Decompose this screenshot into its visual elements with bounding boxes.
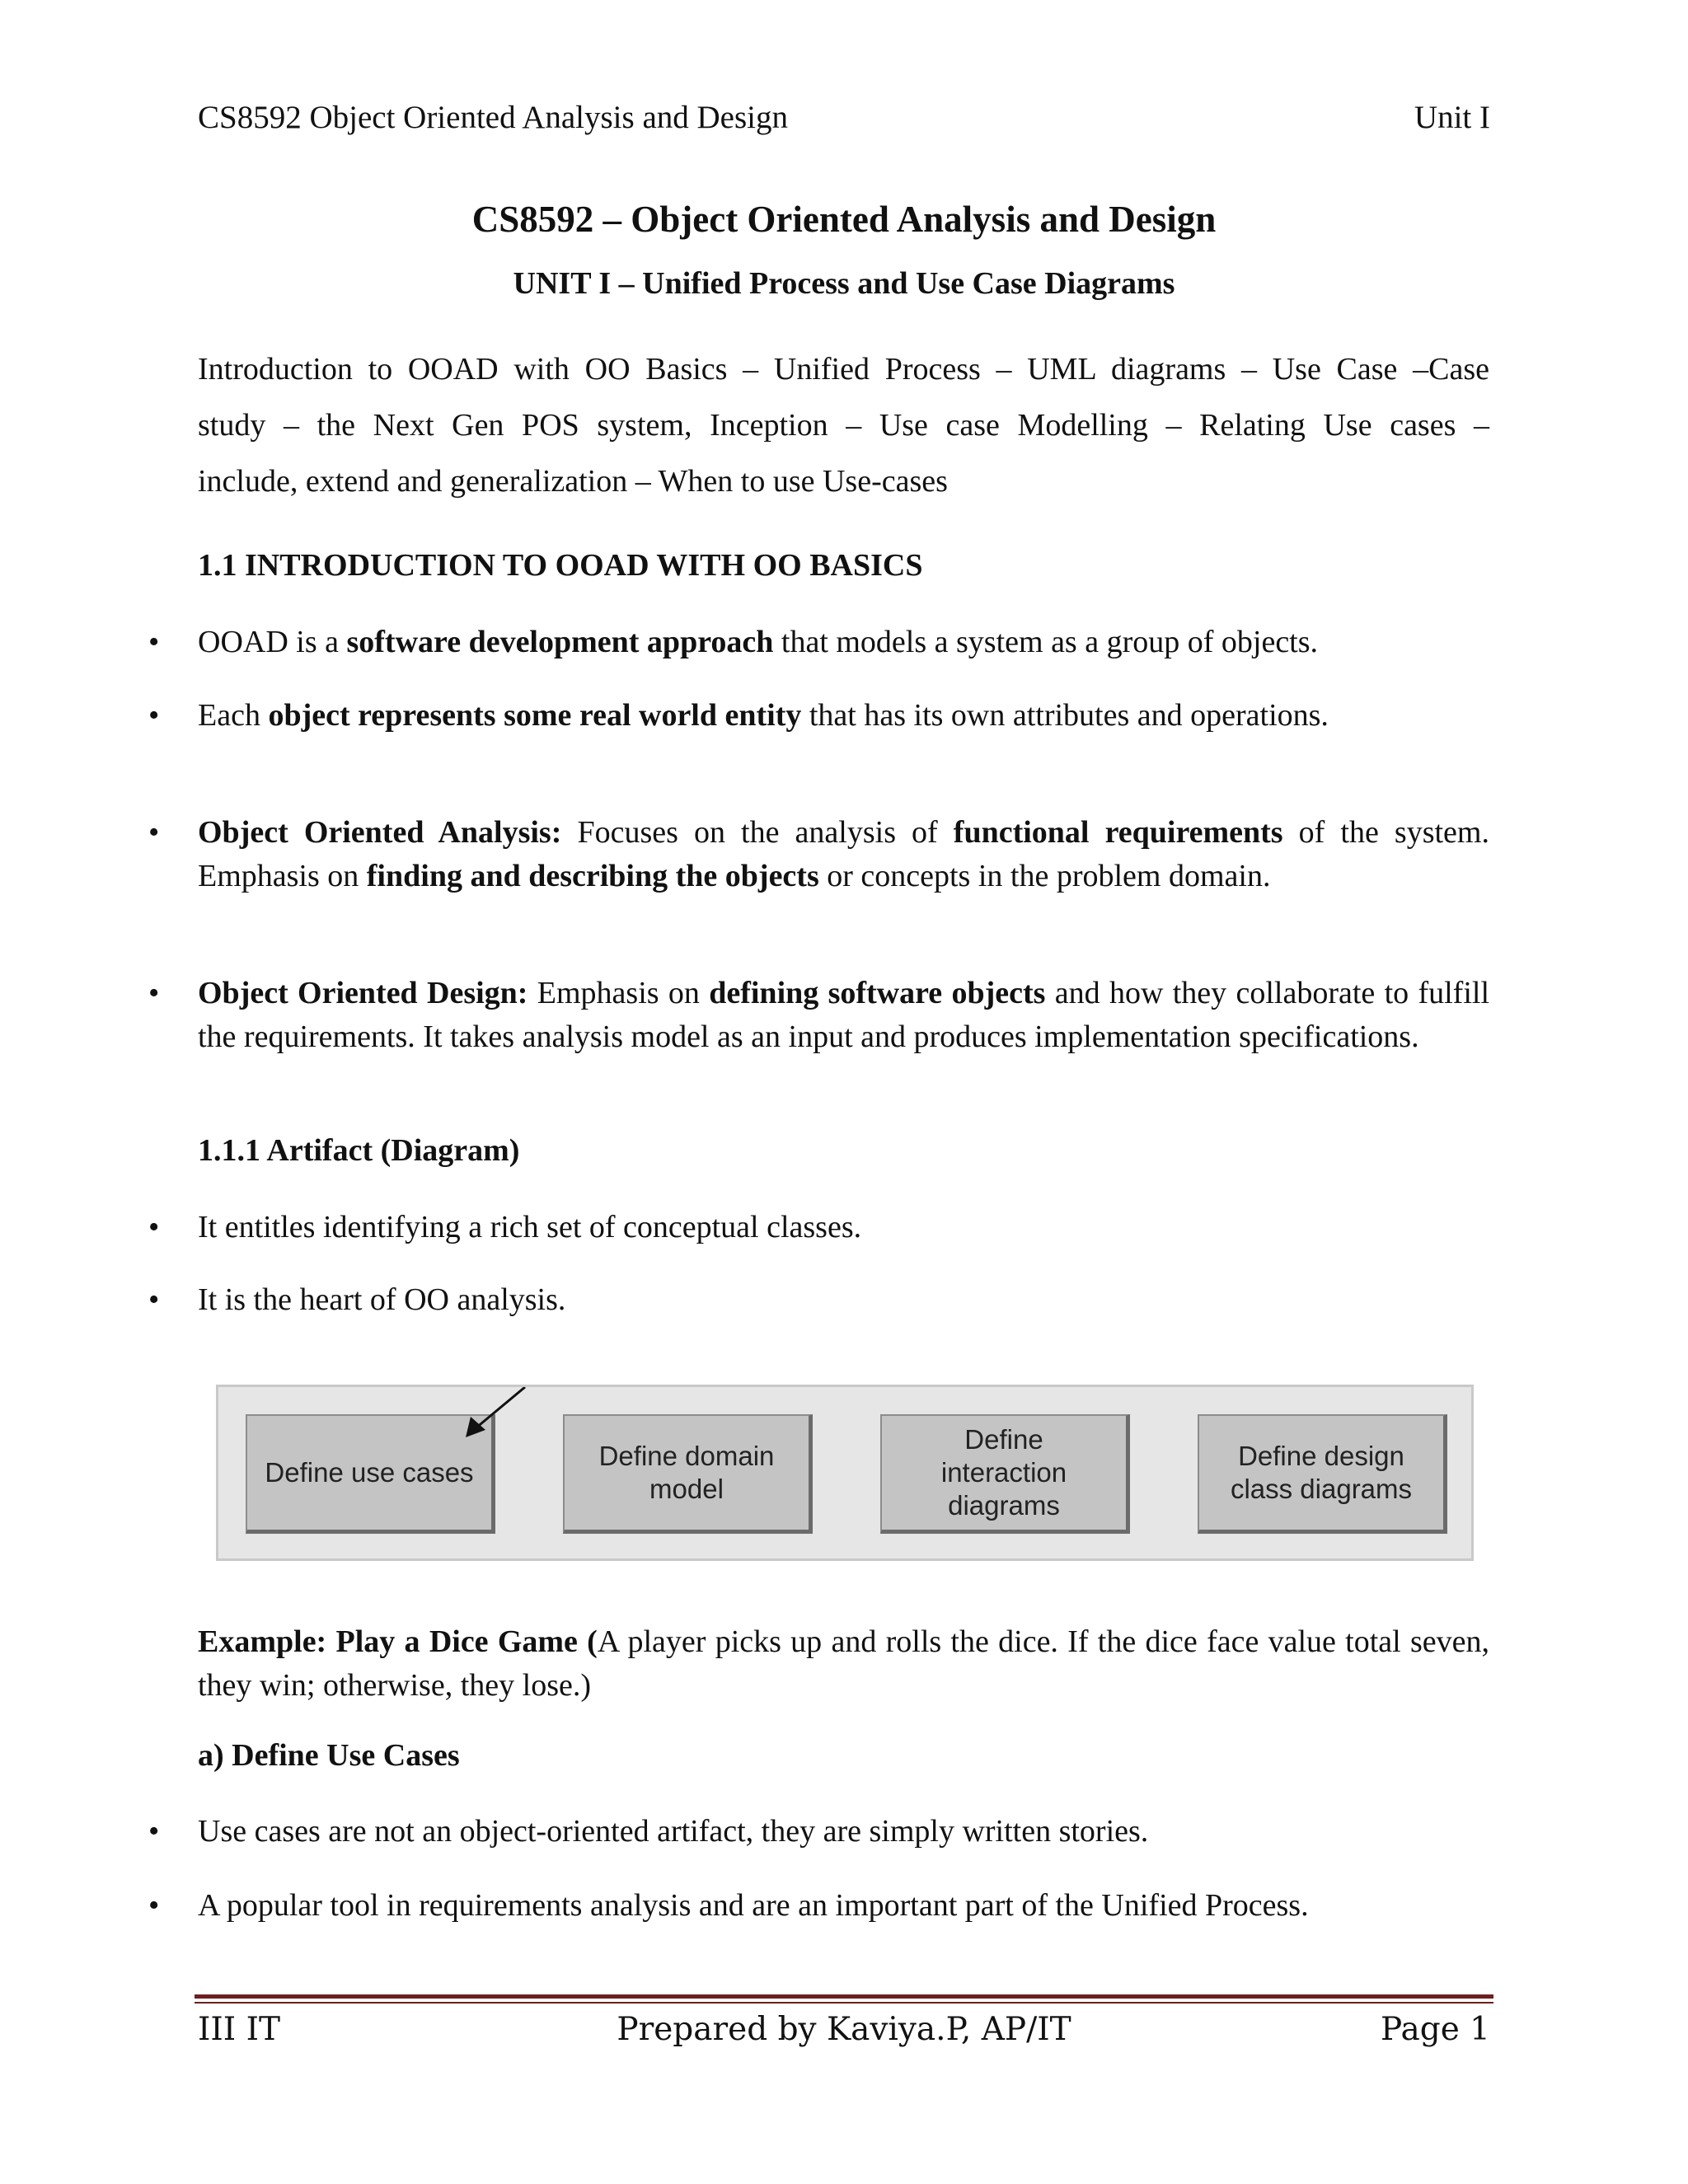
list-item: • Each object represents some real world entity that has its own attributes and operations. — [198, 694, 1489, 738]
list-item: • Object Oriented Design: Emphasis on defining software objects and how they collaborate to fulfill the requirements. It takes analysis model as an input and produces implementation specifications. — [198, 972, 1489, 1059]
footer-class: III IT — [198, 2011, 281, 2048]
bullet-icon: • — [148, 976, 160, 1010]
document-subtitle: UNIT I – Unified Process and Use Case Diagrams — [513, 266, 1175, 301]
footer-author: Prepared by Kaviya.P, AP/IT — [617, 2011, 1071, 2048]
artifact-diagram — [216, 1385, 1474, 1561]
footer-rule — [195, 1994, 1493, 1999]
header-course-title: CS8592 Object Oriented Analysis and Design — [198, 100, 788, 135]
bullet-icon: • — [148, 698, 160, 733]
diagram-box-define-use-cases: Define use cases — [246, 1414, 495, 1534]
section-a-heading: a) Define Use Cases — [198, 1738, 460, 1773]
syllabus-line-3: include, extend and generalization – When to use Use-cases — [198, 464, 948, 499]
bullet-icon: • — [148, 815, 160, 850]
list-item: • A popular tool in requirements analysis and are an important part of the Unified Process. — [198, 1884, 1489, 1928]
diagram-box-define-interaction-diagrams: Define interaction diagrams — [880, 1414, 1130, 1534]
list-item: • OOAD is a software development approach that models a system as a group of objects. — [198, 621, 1489, 664]
section-1-1-1-heading: 1.1.1 Artifact (Diagram) — [198, 1133, 520, 1168]
bullet-icon: • — [148, 1888, 160, 1923]
bullet-icon: • — [148, 1814, 160, 1849]
example-paragraph: Example: Play a Dice Game (A player picks up and rolls the dice. If the dice face value total seven, they win; otherwise, they lose.) — [198, 1624, 1489, 1703]
syllabus-line-1: Introduction to OOAD with OO Basics – Unified Process – UML diagrams – Use Case –Case — [198, 352, 1489, 387]
header-unit: Unit I — [1414, 100, 1490, 135]
section-1-1-heading: 1.1 INTRODUCTION TO OOAD WITH OO BASICS — [198, 548, 923, 583]
footer-rule-thin — [195, 2002, 1493, 2004]
list-item: • Object Oriented Analysis: Focuses on the analysis of functional requirements of the system. Emphasis on finding and describing the objects or concepts in the problem domain. — [198, 811, 1489, 898]
list-item: • It is the heart of OO analysis. — [198, 1278, 1489, 1322]
footer-page-number: Page 1 — [1381, 2011, 1490, 2048]
diagram-box-define-design-class-diagrams: Define design class diagrams — [1198, 1414, 1447, 1534]
list-item: • Use cases are not an object-oriented artifact, they are simply written stories. — [198, 1810, 1489, 1854]
bullet-icon: • — [148, 625, 160, 659]
arrow-icon — [218, 1387, 1476, 1563]
diagram-box-define-domain-model: Define domain model — [563, 1414, 813, 1534]
bullet-icon: • — [148, 1210, 160, 1244]
syllabus-line-2: study – the Next Gen POS system, Inception – Use case Modelling – Relating Use cases – — [198, 408, 1489, 443]
bullet-icon: • — [148, 1282, 160, 1317]
list-item: • It entitles identifying a rich set of conceptual classes. — [198, 1206, 1489, 1249]
document-title: CS8592 – Object Oriented Analysis and Design — [471, 199, 1217, 240]
